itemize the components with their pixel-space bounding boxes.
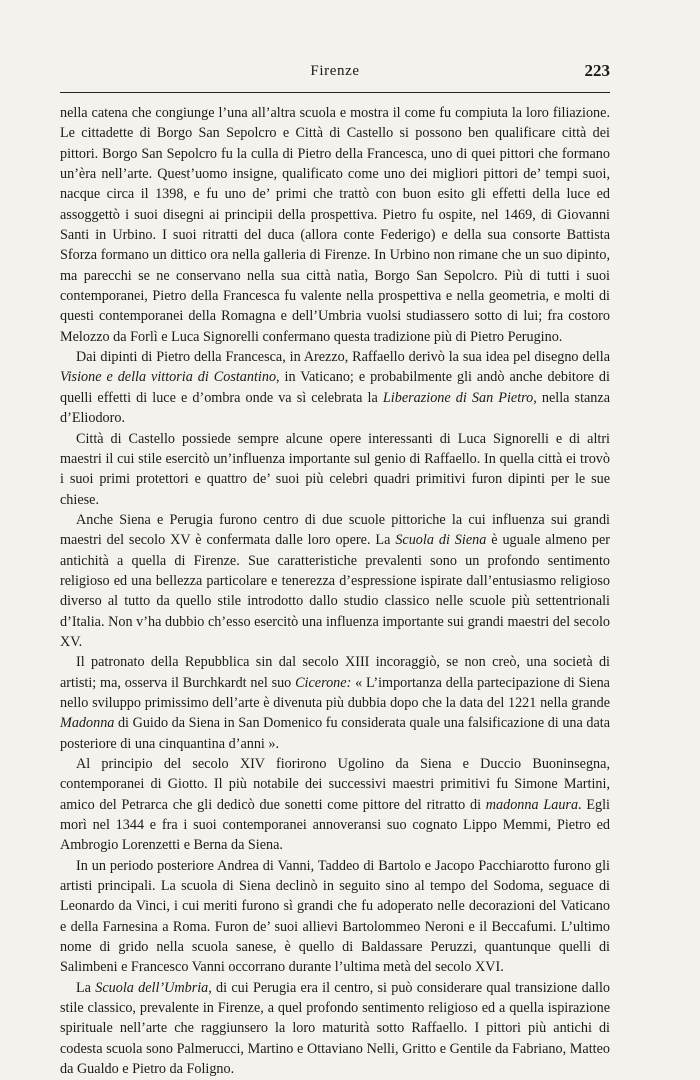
italic-text: Liberazione di San Pietro [382,389,534,406]
text-run: In un periodo posteriore Andrea di Vanni, Taddeo di Bartolo e Jacopo Pacchiarotto furono gli artisti principali. La scuola di Siena declinò in seguito sino al tempo del Sodoma, seguace di Leonardo da Vinci, i cui meriti furono sì grandi che fu adoperato nelle decorazioni del Vaticano e della Farnesina a Roma. Furon de’ suoi allievi Bartolommeo Neroni e il Beccafumi. L’ultimo nome di grido nella scuola sanese, è quello di Baldassare Peruzzi, quantunque quelli di Salimbeni e Francesco Vanni occorrano durante l’ultima metà del secolo XVI. [60,857,610,976]
text-run: Il patronato della Repubblica sin dal secolo XIII incoraggiò, se non creò, una società di artisti; ma, osserva il Burchkardt nel suo [60,654,610,691]
italic-text: Cicerone: [295,674,352,691]
text-run: Dai dipinti di Pietro della Francesca, in Arezzo, Raffaello derivò la sua idea pel disegno della [76,349,610,366]
paragraph [60,103,610,347]
italic-text: Visione e della vittoria di Costantino [60,369,277,386]
text-run: di Guido da Siena in San Domenico fu considerata quale una falsificazione di una data posteriore di una cinquantina d’anni ». [60,715,610,752]
italic-text: madonna Laura [485,796,579,813]
paragraph [60,856,610,978]
paragraph [60,978,610,1080]
text-run: nella catena che congiunge l’una all’altra scuola e mostra il come fu compiuta la loro filiazione. Le cittadette di Borgo San Sepolcro e Città di Castello si possono ben qualificare città dei pittori. Borgo San Sepolcro fu la culla di Pietro della Francesca, uno di quei pittori che formano un’èra nell’arte. Quest’uomo insigne, qualificato come uno dei migliori pittori de’ tempi suoi, nacque circa il 1398, e fu uno de’ primi che trattò con buon esito gli effetti della luce ed assoggettò i suoi disegni ai principii della prospettiva. Pietro fu ospite, nel 1469, di Giovanni Santi in Urbino. I suoi ritratti del duca (allora conte Federigo) e della sua consorte Battista Sforza formano un dittico ora nella galleria di Firenze. In Urbino non rimane che un suo dipinto, ma parecchi se ne conservano nella sua città natìa, Borgo San Sepolcro. Più di tutti i suoi contemporanei, Pietro della Francesca fu valente nella prospettiva e nella geometria, e molti di questi contemporanei della Romagna e dell’Umbria vuolsi studiassero sotto di lui; fra costoro Melozzo da Forlì e Luca Signorelli confermano questa tradizione più di Pietro Perugino. [60,105,610,345]
italic-text: Madonna [60,715,115,732]
paragraph [60,347,610,428]
text-run: è uguale almeno per antichità a quella di Firenze. Sue caratteristiche prevalenti sono un profondo sentimento religioso ed una bellezza particolare e tenerezza d’espressione ispirate dall’entusiasmo religioso diverso al tutto da quello stile introdotto dallo studio classico nelle scuole più settentrionali d’Italia. Non v’ha dubbio ch’esso esercitò una influenza importante sui grandi maestri del secolo XV. [60,532,610,650]
italic-text: Scuola di Siena [395,532,487,549]
paragraph [60,652,610,754]
page-number: 223 [584,61,610,80]
text-run: Anche Siena e Perugia furono centro di due scuole pittoriche la cui influenza sui grandi maestri del secolo XV è confermata dalle loro opere. La [60,511,610,549]
text-run: , di cui Perugia era il centro, si può considerare qual transizione dallo stile classico, prevalente in Firenze, a quel profondo sentimento religioso ed a quella ispirazione spirituale nell’arte che raggiunsero la loro maturità sotto Raffaello. I pittori più antichi di codesta scuola sono Palmerucci, Martino e Ottaviano Nelli, Gritto e Gentile da Fabriano, Matteo da Gualdo e Pietro da Foligno. [60,979,610,1078]
text-run: Città di Castello possiede sempre alcune opere interessanti di Luca Signorelli e di altri maestri il cui stile esercitò un’influenza importante sul genio di Raffaello. In quella città ei trovò i suoi primi protettori e quattro de’ suoi più celebri quadri primitivi furon dipinti per le sue chiese. [60,430,610,508]
body-text [60,103,610,1080]
text-run: , in Vaticano; e probabilmente gli andò anche debitore di quelli effetti di luce e d’ombra onde va sì celebrata la [60,369,610,406]
paragraph [60,510,610,652]
running-head [60,63,610,87]
italic-text: Scuola dell’Umbria [95,979,209,996]
running-title: Firenze [310,63,360,79]
header-rule [60,92,610,93]
text-run: La [76,979,96,996]
text-run: , nella stanza d’Eliodoro. [60,389,610,427]
paragraph [60,754,610,856]
text-run: . Egli morì nel 1344 e fra i suoi contemporanei annoveransi suo cognato Lippo Memmi, Pietro ed Ambrogio Lorenzetti e Berna da Siena. [60,796,610,854]
paragraph [60,429,610,510]
text-run: Al principio del secolo XIV fiorirono Ugolino da Siena e Duccio Buoninsegna, contemporanei di Giotto. Il più notabile dei successivi maestri primitivi fu Simone Martini, amico del Petrarca che gli dedicò due sonetti come pittore del ritratto di [60,756,610,813]
text-run: « L’importanza della partecipazione di Siena nello sviluppo primissimo dell’arte è divenuta più dubbia dopo che la data del 1221 nella grande [60,674,610,711]
